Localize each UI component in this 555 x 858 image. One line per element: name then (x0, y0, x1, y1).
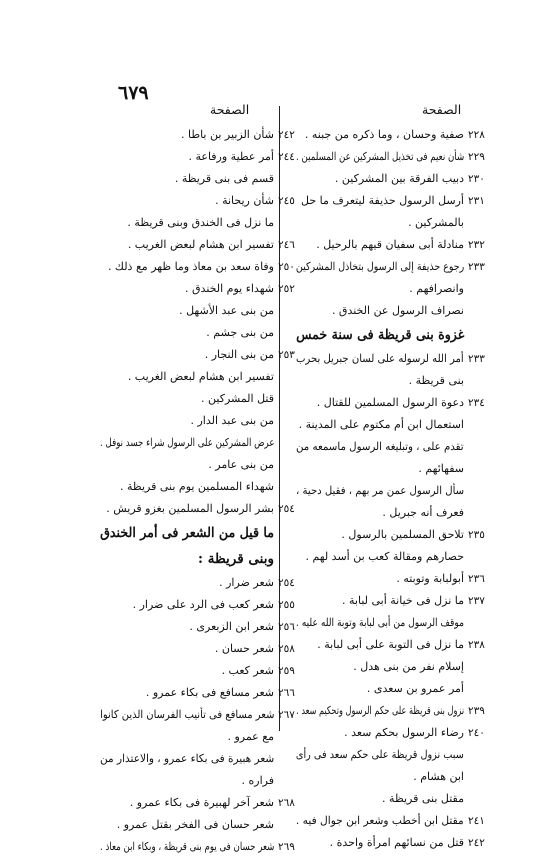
toc-entry (100, 660, 295, 682)
page-ref-number: ٢٣٨ (468, 639, 485, 651)
toc-entry (296, 590, 485, 612)
toc-entry (296, 546, 464, 568)
entry-text: سبب نزول قريظة على حكم سعد فى رأى (296, 748, 464, 761)
right-column (295, 124, 485, 854)
entry-text: تلاحق المسلمين بالرسول . (341, 528, 464, 541)
toc-entry (296, 124, 485, 146)
entry-text: أمر عمرو بن سعدى . (366, 682, 464, 695)
page-ref-number: ٢٢٨ (468, 129, 485, 141)
entry-text: تقدم على ، وتبليغه الرسول ماسمعه من (296, 440, 464, 453)
page-ref-number: ٢٤٦ (278, 239, 295, 251)
entry-text: شأن ريحانة . (215, 194, 274, 207)
entry-text: من بنى النجار . (204, 348, 274, 361)
toc-entry (295, 146, 485, 168)
toc-entry (295, 700, 485, 722)
page-ref-number: ٢٥٤ (278, 503, 295, 515)
entry-text: قتل من نسائهم امرأة واحدة . (329, 836, 464, 849)
toc-entry (296, 568, 485, 590)
toc-entry (295, 256, 485, 278)
toc-entry (100, 498, 295, 520)
entry-text: رجوع حذيفة إلى الرسول بتخاذل المشركين (295, 260, 464, 273)
entry-text: أمر الله لرسوله على لسان جبريل بحرب (296, 352, 464, 365)
toc-entry (296, 436, 464, 458)
toc-entry (100, 432, 274, 454)
entry-text: سأل الرسول عمن مر بهم ، فقيل دحية ، (295, 484, 464, 497)
entry-text: تفسير ابن هشام لبعض الغريب . (127, 238, 274, 251)
toc-entry (296, 810, 485, 832)
entry-text: سفهائهم . (418, 462, 464, 475)
toc-entry (100, 278, 295, 300)
page-ref-number: ٢٢٩ (468, 151, 485, 163)
entry-text: دبيب الفرقة بين المشركين . (334, 172, 464, 185)
toc-entry (296, 190, 485, 212)
entry-text: شأن نعيم فى تخذيل المشركين عن المسلمين . (295, 150, 464, 163)
toc-entry (100, 234, 295, 256)
toc-entry (100, 454, 274, 476)
page-ref-number: ٢٣١ (468, 195, 485, 207)
toc-entry (296, 722, 485, 744)
entry-text: شعر حسان فى يوم بنى قريظة ، وبكاء ابن معاذ . (99, 840, 274, 853)
page-ref-number: ٢٣٥ (468, 529, 485, 541)
entry-text: شعر ضرار . (219, 576, 274, 589)
toc-entry (296, 212, 464, 234)
entry-text: فعرف أنه جبريل . (382, 506, 464, 519)
entry-text: نصراف الرسول عن الخندق . (331, 304, 464, 317)
toc-entry (100, 168, 274, 190)
entry-text: استعمال ابن أم مكتوم على المدينة . (298, 418, 464, 431)
entry-text: صفية وحسان ، وما ذكره من جبنه . (304, 128, 464, 141)
entry-text: غزوة بنى قريظة فى سنة خمس (295, 327, 464, 343)
section-heading (296, 322, 464, 348)
entry-text: إسلام نفر من بنى هدل . (353, 660, 464, 673)
toc-entry (100, 616, 295, 638)
page-ref-number: ٢٥٥ (278, 599, 295, 611)
toc-entry (296, 788, 464, 810)
toc-entry (99, 704, 295, 726)
entry-text: تفسير ابن هشام لبعض الغريب . (127, 370, 274, 383)
toc-entry (100, 792, 295, 814)
left-column (99, 124, 295, 858)
entry-text: شعر كعب . (221, 664, 274, 677)
toc-entry (100, 572, 295, 594)
toc-entry (100, 322, 274, 344)
toc-entry (100, 300, 274, 322)
entry-text: عرض المشركين على الرسول شراء جسد نوفل . (99, 436, 274, 449)
toc-entry (296, 458, 464, 480)
toc-entry (296, 392, 485, 414)
entry-text: شهداء المسلمين يوم بنى قريظة . (120, 480, 274, 493)
entry-text: شعر حسان . (214, 642, 274, 655)
page-ref-number: ٢٥٩ (278, 665, 295, 677)
toc-entry (100, 682, 295, 704)
page-ref-number: ٢٣٦ (468, 573, 485, 585)
entry-text: مقتل ابن أخطب وشعر ابن جوال فيه . (296, 814, 464, 827)
page-number: ٦٧٩ (118, 82, 149, 104)
toc-entry (100, 726, 274, 748)
toc-entry (100, 190, 295, 212)
toc-entry (100, 410, 274, 432)
toc-entry (99, 836, 295, 858)
toc-entry (100, 212, 274, 234)
toc-entry (296, 480, 464, 502)
toc-entry (100, 366, 274, 388)
page-ref-number: ٢٤٢ (468, 837, 485, 849)
page-ref-number: ٢٥٨ (278, 643, 295, 655)
entry-text: فراره . (241, 774, 274, 787)
toc-entry (296, 634, 485, 656)
toc-entry (100, 256, 295, 278)
entry-text: وانصرافهم . (409, 282, 464, 295)
entry-text: منادلة أبى سفيان قيهم بالرحيل . (316, 238, 464, 251)
page-ref-number: ٢٣٩ (468, 705, 485, 717)
page-ref-number: ٢٥٣ (278, 349, 295, 361)
entry-text: ابن هشام . (413, 770, 464, 783)
toc-entry (296, 370, 464, 392)
toc-entry (296, 524, 485, 546)
entry-text: موقف الرسول من أبى لبابة وتوبة الله عليه . (295, 616, 464, 629)
toc-entry (100, 748, 274, 770)
toc-entry (296, 656, 464, 678)
toc-entry (296, 744, 464, 766)
entry-text: شهداء يوم الخندق . (185, 282, 274, 295)
toc-entry (296, 168, 485, 190)
entry-text: شعر آخر لهبيرة فى بكاء عمرو . (129, 796, 274, 809)
page-ref-number: ٢٤٠ (468, 727, 485, 739)
toc-entry (296, 278, 464, 300)
toc-entry (100, 344, 295, 366)
entry-text: شعر مسافع فى تأنيب الفرسان الذين كانوا (99, 708, 274, 721)
toc-entry (296, 832, 485, 854)
page-ref-number: ٢٤١ (468, 815, 485, 827)
toc-entry (296, 612, 464, 634)
toc-entry (296, 502, 464, 524)
entry-text: وفاة سعد بن معاذ وما ظهر مع ذلك . (107, 260, 274, 273)
entry-text: مقتل بنى قريظة . (382, 792, 464, 805)
entry-text: بنى قريظة . (408, 374, 464, 387)
section-heading (100, 520, 274, 546)
toc-entry (100, 146, 295, 168)
toc-entry (296, 414, 464, 436)
toc-entry (100, 638, 295, 660)
column-header-right: الصفحة (422, 102, 462, 117)
entry-text: وبنى قريظة : (198, 551, 274, 567)
page-ref-number: ٢٣٢ (468, 239, 485, 251)
page-ref-number: ٢٥٠ (278, 261, 295, 273)
entry-text: شعر كعب فى الرد على ضرار . (132, 598, 274, 611)
page-ref-number: ٢٦٩ (278, 841, 295, 853)
entry-text: من بنى عبد الأشهل . (179, 304, 274, 317)
section-heading (100, 546, 274, 572)
entry-text: مع عمرو . (227, 730, 274, 743)
toc-entry (296, 348, 485, 370)
toc-entry (296, 234, 485, 256)
toc-entry (100, 770, 274, 792)
toc-entry (296, 678, 464, 700)
page-ref-number: ٢٣٧ (468, 595, 485, 607)
page-ref-number: ٢٦٦ (278, 687, 295, 699)
page-ref-number: ٢٤٥ (278, 195, 295, 207)
page-ref-number: ٢٣٠ (468, 173, 485, 185)
column-header-left: الصفحة (210, 102, 250, 117)
toc-entry (100, 814, 274, 836)
entry-text: ما نزل فى الخندق وبنى قريظة . (127, 216, 274, 229)
toc-entry (296, 300, 464, 322)
page-ref-number: ٢٤٢ (278, 129, 295, 141)
entry-text: أرسل الرسول حذيفة ليتعرف ما حل (300, 194, 464, 207)
toc-entry (100, 594, 295, 616)
entry-text: بالمشركين . (408, 216, 464, 229)
toc-entry (100, 388, 274, 410)
page-ref-number: ٢٥٢ (278, 283, 295, 295)
toc-entry (100, 124, 295, 146)
entry-text: أمر عطية ورفاعة . (188, 150, 274, 163)
entry-text: ما نزل فى خيانة أبى لبابة . (342, 594, 464, 607)
entry-text: من بنى عامر . (208, 458, 274, 471)
entry-text: نزول بنى قريظة على حكم الرسول وتحكيم سعد . (295, 704, 464, 717)
entry-text: أبولبابة وتوبته . (396, 572, 464, 585)
entry-text: قسم فى بنى قريظة . (174, 172, 274, 185)
page-ref-number: ٢٦٨ (278, 797, 295, 809)
page-ref-number: ٢٣٣ (468, 261, 485, 273)
entry-text: حصارهم ومقالة كعب بن أسد لهم . (305, 550, 464, 563)
entry-text: ما نزل فى التوبة على أبى لبابة . (317, 638, 464, 651)
page-ref-number: ٢٥٤ (278, 577, 295, 589)
entry-text: من بنى جشم . (206, 326, 274, 339)
entry-text: شعر هبيرة فى بكاء عمرو ، والاعتذار من (99, 752, 274, 765)
page-ref-number: ٢٦٧ (278, 709, 295, 721)
page-ref-number: ٢٣٤ (468, 397, 485, 409)
entry-text: شأن الزبير بن باطا . (180, 128, 274, 141)
entry-text: رضاء الرسول بحكم سعد . (344, 726, 464, 739)
entry-text: ما قيل من الشعر فى أمر الخندق (100, 525, 274, 541)
entry-text: دعوة الرسول المسلمين للقتال . (316, 396, 464, 409)
entry-text: شعر حسان فى الفخر بقتل عمرو . (116, 818, 274, 831)
entry-text: بشر الرسول المسلمين بغزو قريش . (106, 502, 274, 515)
toc-entry (296, 766, 464, 788)
page-ref-number: ٢٥٦ (278, 621, 295, 633)
entry-text: من بنى عبد الدار . (190, 414, 274, 427)
entry-text: قتل المشركين . (201, 392, 274, 405)
toc-entry (100, 476, 274, 498)
entry-text: شعر ابن الزبعرى . (189, 620, 274, 633)
page-ref-number: ٢٣٣ (468, 353, 485, 365)
entry-text: شعر مسافع فى بكاء عمرو . (145, 686, 274, 699)
page-ref-number: ٢٤٤ (278, 151, 295, 163)
